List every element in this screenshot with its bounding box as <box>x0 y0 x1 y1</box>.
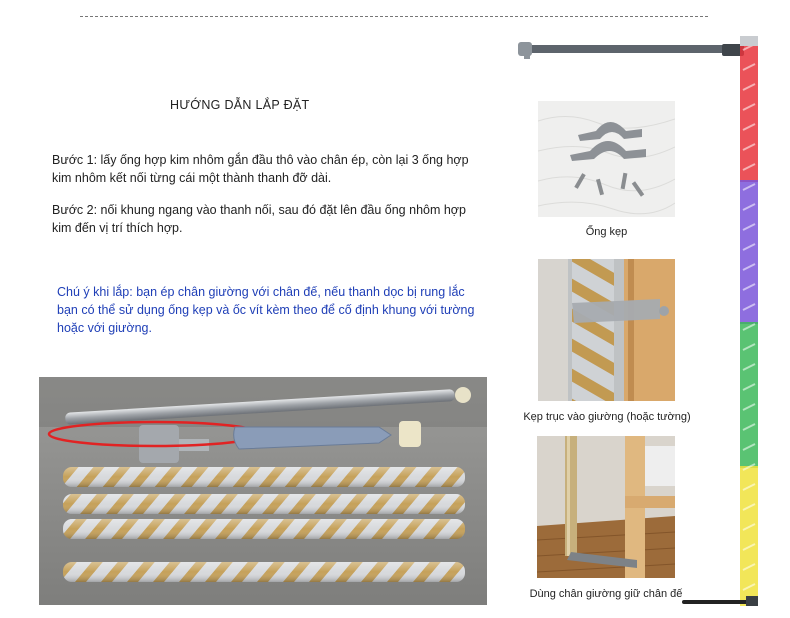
parts-photo <box>39 377 487 605</box>
pole-segment-red <box>740 36 758 182</box>
step-1-text: Bước 1: lấy ống hợp kim nhôm gắn đầu thô vào chân ép, còn lại 3 ống hợp kim nhôm kết nối từng cái một thành thanh đỡ dài. <box>52 153 469 185</box>
caption-foot: Dùng chân giường giữ chân đế <box>529 588 683 600</box>
caption-clamp: Ống kẹp <box>585 226 628 238</box>
tube-4 <box>63 562 465 582</box>
installation-note: Chú ý khi lắp: bạn ép chân giường với chân đế, nếu thanh dọc bị rung lắc bạn có thể sử dụng ống kẹp và ốc vít kèm theo để cố định khung với tường hoặc với giường. <box>57 285 475 335</box>
step-2-text: Bước 2: nối khung ngang vào thanh nối, sau đó đặt lên đầu ống nhôm hợp kim đến vị trí thích hợp. <box>52 203 466 235</box>
assembled-frame-diagram <box>514 30 784 614</box>
page-title: HƯỚNG DẪN LẮP ĐẶT <box>170 98 310 112</box>
tube-3 <box>63 519 465 539</box>
caption-bed-clamp: Kẹp trục vào giường (hoặc tường) <box>523 411 691 423</box>
pole-segment-purple <box>740 180 758 324</box>
tube-2 <box>63 494 465 514</box>
tube-1 <box>63 467 465 487</box>
top-dashed-divider <box>80 16 708 17</box>
